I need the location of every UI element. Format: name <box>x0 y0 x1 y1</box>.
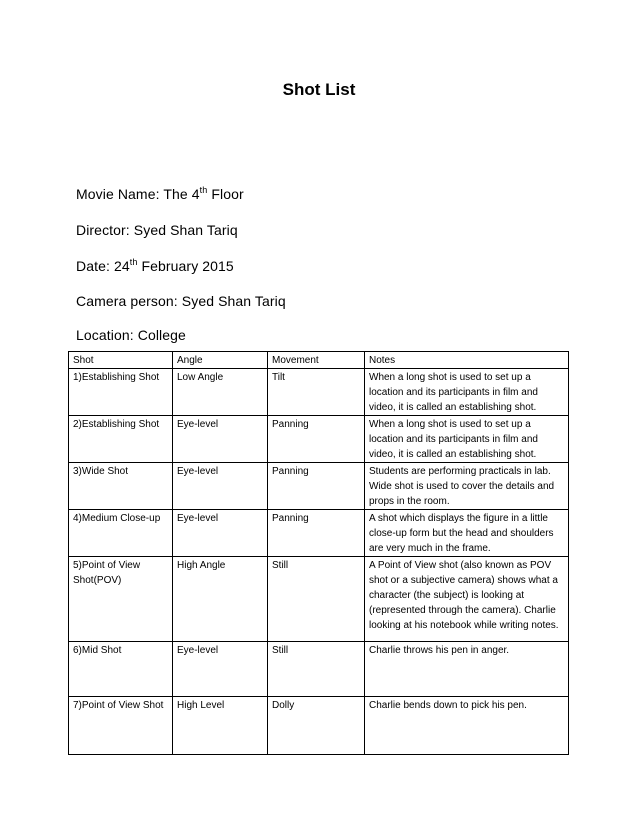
cell-shot: 6)Mid Shot <box>69 642 173 697</box>
header-angle: Angle <box>173 352 268 369</box>
date-label: Date: <box>76 258 110 274</box>
cell-angle: Eye-level <box>173 510 268 557</box>
movie-name-line <box>76 186 244 202</box>
table-row <box>69 510 569 557</box>
table-row <box>69 642 569 697</box>
cell-shot: 2)Establishing Shot <box>69 416 173 463</box>
cell-movement: Tilt <box>268 369 365 416</box>
cell-shot: 4)Medium Close-up <box>69 510 173 557</box>
header-notes: Notes <box>365 352 569 369</box>
cell-movement: Panning <box>268 416 365 463</box>
table-row <box>69 416 569 463</box>
table-row <box>69 557 569 642</box>
cell-movement: Panning <box>268 463 365 510</box>
page-title: Shot List <box>282 80 356 99</box>
location-value: College <box>137 327 186 343</box>
date-line <box>76 258 234 274</box>
director-value: Syed Shan Tariq <box>133 222 238 238</box>
cell-angle: High Level <box>173 697 268 755</box>
cell-notes: A Point of View shot (also known as POV shot or a subjective camera) shows what a character (the subject) is looking at (represented through the camera). Charlie looking at his notebook while writing notes. <box>365 557 569 642</box>
header-movement: Movement <box>268 352 365 369</box>
director-label: Director: <box>76 222 130 238</box>
cell-movement: Still <box>268 557 365 642</box>
table-row <box>69 369 569 416</box>
table-header-row <box>69 352 569 369</box>
cell-angle: Eye-level <box>173 463 268 510</box>
date-value: 24th February 2015 <box>113 257 234 274</box>
director-line <box>76 222 238 238</box>
location-label: Location: <box>76 327 134 343</box>
table-row <box>69 697 569 755</box>
cell-shot: 3)Wide Shot <box>69 463 173 510</box>
cell-angle: High Angle <box>173 557 268 642</box>
camera-person-value: Syed Shan Tariq <box>181 293 286 309</box>
cell-notes: When a long shot is used to set up a location and its participants in film and video, it is called an establishing shot. <box>365 416 569 463</box>
cell-shot: 7)Point of View Shot <box>69 697 173 755</box>
cell-notes: Charlie throws his pen in anger. <box>365 642 569 697</box>
cell-notes: A shot which displays the figure in a little close-up form but the head and shoulders are very much in the frame. <box>365 510 569 557</box>
header-shot: Shot <box>69 352 173 369</box>
cell-angle: Low Angle <box>173 369 268 416</box>
table-row <box>69 463 569 510</box>
cell-angle: Eye-level <box>173 416 268 463</box>
location-line <box>76 327 186 343</box>
cell-shot: 1)Establishing Shot <box>69 369 173 416</box>
cell-movement: Dolly <box>268 697 365 755</box>
movie-name-value: The 4th Floor <box>163 185 244 202</box>
cell-movement: Still <box>268 642 365 697</box>
shot-list-table <box>68 351 569 755</box>
movie-name-label: Movie Name: <box>76 186 160 202</box>
cell-notes: Students are performing practicals in lab. Wide shot is used to cover the details and props in the room. <box>365 463 569 510</box>
camera-person-label: Camera person: <box>76 293 178 309</box>
cell-notes: Charlie bends down to pick his pen. <box>365 697 569 755</box>
cell-notes: When a long shot is used to set up a location and its participants in film and video, it is called an establishing shot. <box>365 369 569 416</box>
camera-person-line <box>76 293 286 309</box>
cell-shot: 5)Point of View Shot(POV) <box>69 557 173 642</box>
cell-movement: Panning <box>268 510 365 557</box>
cell-angle: Eye-level <box>173 642 268 697</box>
